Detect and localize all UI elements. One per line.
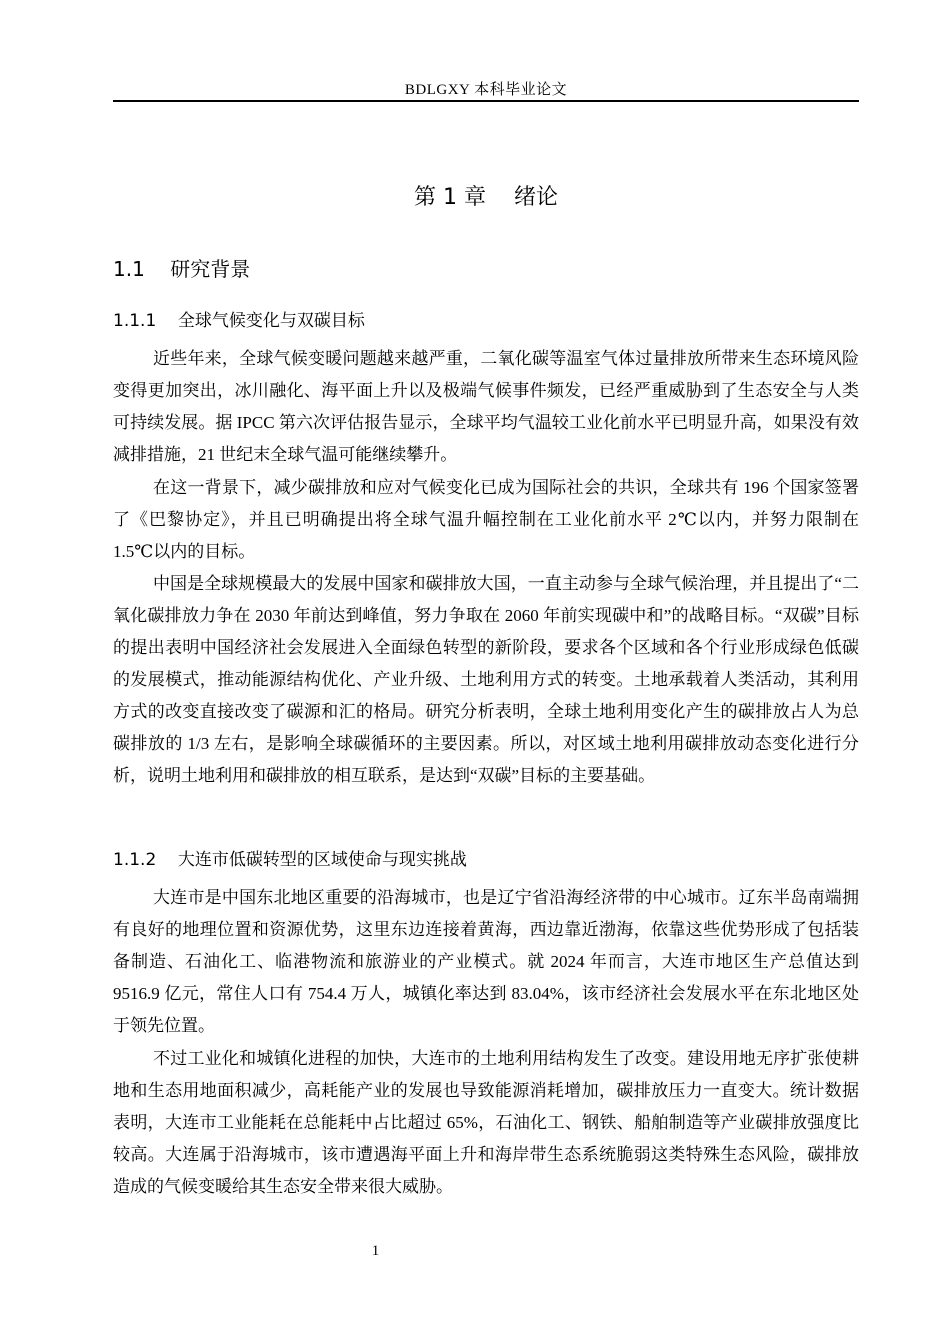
section-heading-1-1: 1.1 研究背景 <box>113 257 251 281</box>
paragraph-climate-change: 近些年来，全球气候变暖问题越来越严重，二氧化碳等温室气体过量排放所带来生态环境风险变得更加突出，冰川融化、海平面上升以及极端气候事件频发，已经严重威胁到了生态安全与人类可持续发展。据 IPCC 第六次评估报告显示，全球平均气温较工业化前水平已明显升高，如果没有效减排措施，21 世纪末全球气温可能继续攀升。 <box>113 349 859 464</box>
paragraph-dalian-challenges: 不过工业化和城镇化进程的加快，大连市的土地利用结构发生了改变。建设用地无序扩张使耕地和生态用地面积减少，高耗能产业的发展也导致能源消耗增加，碳排放压力一直变大。统计数据表明，大连市工业能耗在总能耗中占比超过 65%，石油化工、钢铁、船舶制造等产业碳排放强度比较高。大连属于沿海城市，该市遭遇海平面上升和海岸带生态系统脆弱这类特殊生态风险，碳排放造成的气候变暖给其生态安全带来很大威胁。 <box>113 1049 859 1196</box>
header-divider <box>113 100 859 102</box>
page-number: 1 <box>371 1243 380 1259</box>
paragraph-dual-carbon-goal: 中国是全球规模最大的发展中国家和碳排放大国，一直主动参与全球气候治理，并且提出了“二氧化碳排放力争在 2030 年前达到峰值，努力争取在 2060 年前实现碳中和”的战略目标。“双碳”目标的提出表明中国经济社会发展进入全面绿色转型的新阶段，要求各个区域和各个行业形成绿色低碳的发展模式，推动能源结构优化、产业升级、土地利用方式的转变。土地承载着人类活动，其利用方式的改变直接改变了碳源和汇的格局。研究分析表明，全球土地利用变化产生的碳排放占人为总碳排放的 1/3 左右，是影响全球碳循环的主要因素。所以，对区域土地利用碳排放动态变化进行分析，说明土地利用和碳排放的相互联系，是达到“双碳”目标的主要基础。 <box>113 574 859 785</box>
paragraph-paris-agreement: 在这一背景下，减少碳排放和应对气候变化已成为国际社会的共识，全球共有 196 个国家签署了《巴黎协定》，并且已明确提出将全球气温升幅控制在工业化前水平 2℃以内，并努力限制在 1.5℃以内的目标。 <box>113 478 859 561</box>
chapter-title: 第 1 章 绪论 <box>414 185 558 210</box>
running-header: BDLGXY 本科毕业论文 <box>404 82 568 98</box>
paragraph-dalian-overview: 大连市是中国东北地区重要的沿海城市，也是辽宁省沿海经济带的中心城市。辽东半岛南端拥有良好的地理位置和资源优势，这里东边连接着黄海，西边靠近渤海，依靠这些优势形成了包括装备制造、石油化工、临港物流和旅游业的产业模式。就 2024 年而言，大连市地区生产总值达到 9516.9 亿元，常住人口有 754.4 万人，城镇化率达到 83.04%，该市经济社会发展水平在东北地区处于领先位置。 <box>113 888 859 1035</box>
section-heading-1-1-2: 1.1.2 大连市低碳转型的区域使命与现实挑战 <box>113 850 467 870</box>
section-heading-1-1-1: 1.1.1 全球气候变化与双碳目标 <box>113 311 365 331</box>
